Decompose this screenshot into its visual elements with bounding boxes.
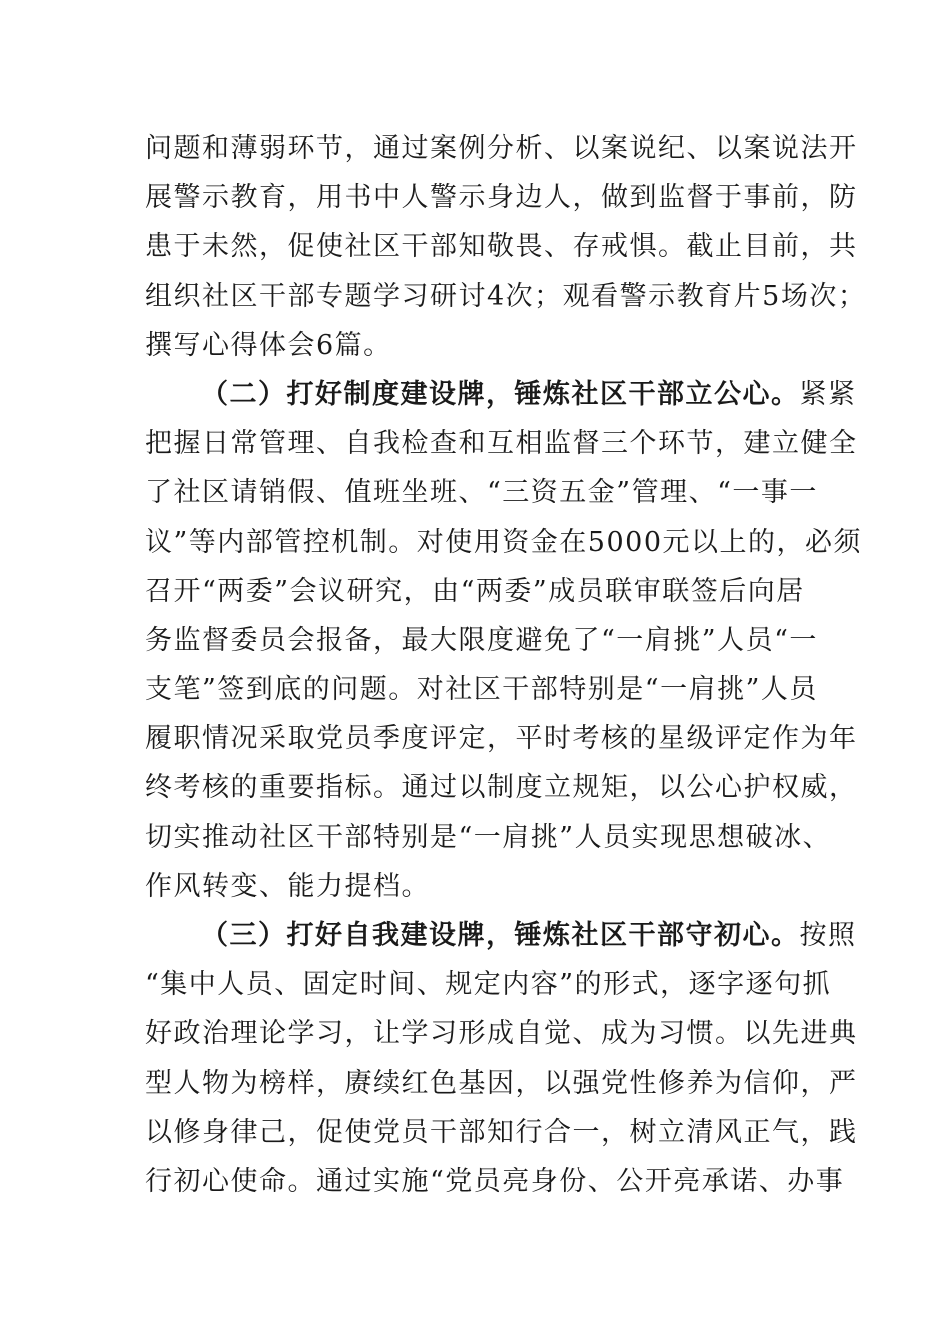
text-line: 把握日常管理、自我检查和互相监督三个环节，建立健全 [145, 428, 858, 460]
text-run: 按照 [799, 920, 857, 951]
text-line: 议”等内部管控机制。对使用资金在5000元以上的，必须 [145, 526, 863, 558]
text-line: 履职情况采取党员季度评定，平时考核的星级评定作为年 [145, 723, 858, 755]
text-line: 好政治理论学习，让学习形成自觉、成为习惯。以先进典 [145, 1018, 858, 1050]
document-body [145, 124, 867, 1206]
text-line: 终考核的重要指标。通过以制度立规矩，以公心护权威， [145, 772, 858, 804]
text-line: 了社区请销假、值班坐班、“三资五金”管理、“一事一 [145, 477, 818, 509]
text-line: 作风转变、能力提档。 [145, 870, 430, 902]
text-line: 型人物为榜样，赓续红色基因，以强党性修养为信仰，严 [145, 1067, 858, 1099]
paragraph-3 [145, 911, 858, 1206]
paragraph-first-line [145, 370, 857, 419]
text-line: 行初心使命。通过实施“党员亮身份、公开亮承诺、办事 [145, 1165, 845, 1197]
section-heading: （三）打好自我建设牌，锤炼社区干部守初心。 [201, 920, 800, 951]
section-heading: （二）打好制度建设牌，锤炼社区干部立公心。 [201, 378, 800, 410]
text-line: 患于未然，促使社区干部知敬畏、存戒惧。截止目前，共 [145, 231, 858, 263]
paragraph-2 [145, 370, 863, 911]
text-run: 紧紧 [799, 378, 857, 410]
text-line: 撰写心得体会6篇。 [145, 329, 392, 361]
text-line: 展警示教育，用书中人警示身边人，做到监督于事前，防 [145, 182, 858, 214]
text-line: 以修身律己，促使党员干部知行合一，树立清风正气，践 [145, 1116, 858, 1148]
text-line: 问题和薄弱环节，通过案例分析、以案说纪、以案说法开 [145, 133, 858, 164]
text-line: “集中人员、固定时间、规定内容”的形式，逐字逐句抓 [145, 969, 832, 1001]
paragraph-1 [145, 124, 867, 370]
text-line: 召开“两委”会议研究，由“两委”成员联审联签后向居 [145, 575, 805, 607]
paragraph-first-line [145, 911, 857, 960]
text-line: 切实推动社区干部特别是“一肩挑”人员实现思想破冰、 [145, 821, 832, 853]
text-line: 组织社区干部专题学习研讨4次；观看警示教育片5场次； [145, 280, 867, 312]
text-line: 支笔”签到底的问题。对社区干部特别是“一肩挑”人员 [145, 674, 818, 706]
text-line: 务监督委员会报备，最大限度避免了“一肩挑”人员“一 [145, 624, 818, 656]
